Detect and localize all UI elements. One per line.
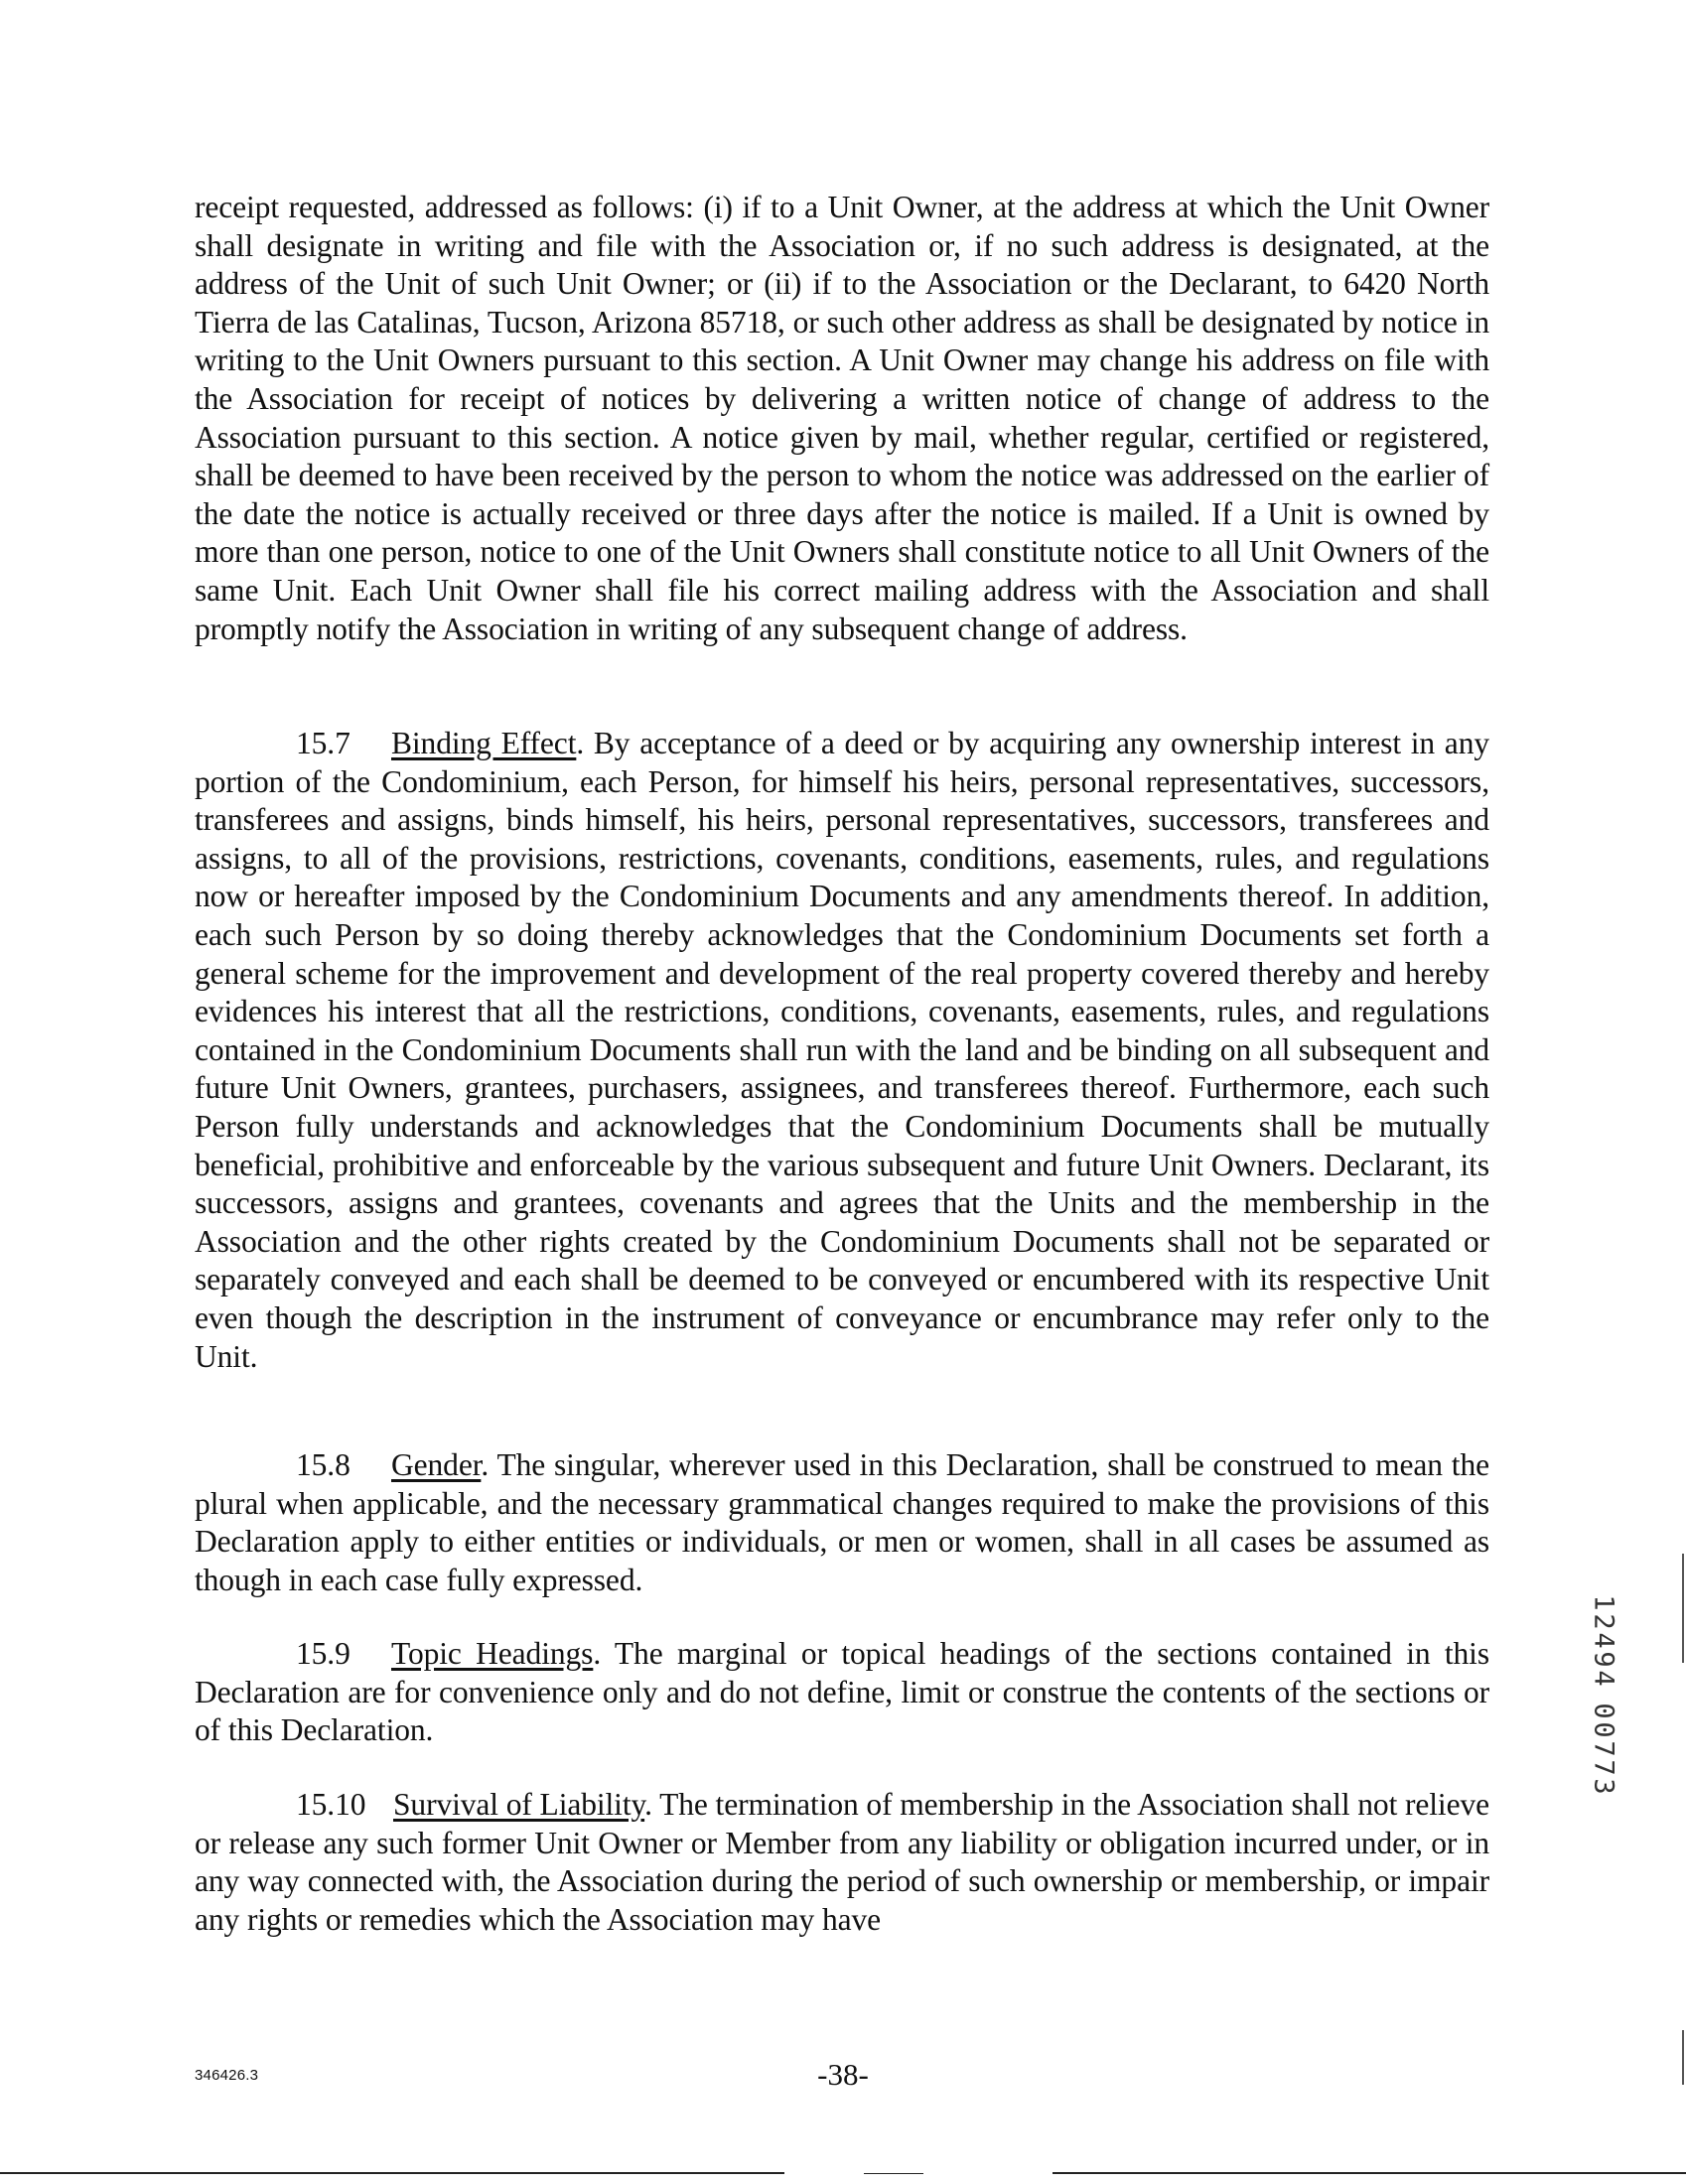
section-text: . The singular, wherever used in this Declaration, shall be construed to mean the plural when applicable, and the necessary grammatical changes required to make the provisions of this Declaration apply to either entities or individuals, or men or women, shall in all cases be assumed as though in each case fully expressed. — [195, 1447, 1489, 1597]
section-heading: Topic Headings — [391, 1636, 594, 1671]
scan-bottom-line — [0, 2172, 784, 2174]
stamp-digit: 0 — [1588, 1703, 1619, 1719]
stamp-digit: 2 — [1588, 1613, 1619, 1630]
section-heading: Gender — [391, 1447, 482, 1482]
stamp-digit: 0 — [1588, 1721, 1619, 1738]
recording-stamp — [1589, 1593, 1618, 1796]
section-15-9 — [195, 1635, 1489, 1750]
scan-bottom-line — [864, 2173, 923, 2174]
stamp-digit: 4 — [1588, 1670, 1619, 1687]
section-number: 15.8 — [296, 1447, 351, 1482]
section-number: 15.10 — [296, 1787, 366, 1822]
stamp-digit: 7 — [1588, 1759, 1619, 1776]
section-text: . By acceptance of a deed or by acquiring any ownership interest in any portion of the Condominium, each Person, for himself his heirs, personal representatives, successors, transferees and assigns, binds himself, his heirs, personal representatives, successors, transferees and assigns, to all of the provisions, restrictions, covenants, conditions, easements, rules, and regulations now or hereafter imposed by the Condominium Documents and any amendments thereof. In addition, each such Person by so doing thereby acknowledges that the Condominium Documents set forth a general scheme for the improvement and development of the real property covered thereby and hereby evidences his interest that all the restrictions, conditions, covenants, easements, rules, and regulations contained in the Condominium Documents shall run with the land and be binding on all subsequent and future Unit Owners, grantees, purchasers, assignees, and transferees thereof. Furthermore, each such Person fully understands and acknowledges that the Condominium Documents shall be mutually beneficial, prohibitive and enforceable by the various subsequent and future Unit Owners. Declarant, its successors, assigns and grantees, covenants and agrees that the Units and the membership in the Association and the other rights created by the Condominium Documents shall not be separated or separately conveyed and each shall be deemed to be conveyed or encumbered with its respective Unit even though the description in the instrument of conveyance or encumbrance may refer only to the Unit. — [195, 726, 1489, 1374]
paragraph-continuation — [195, 189, 1489, 648]
section-15-7 — [195, 725, 1489, 1376]
scan-edge-mark — [1682, 2030, 1684, 2085]
section-text: . The termination of membership in the Association shall not relieve or release any such former Unit Owner or Member from any liability or obligation incurred under, or in any way connected with, the Association during the period of such ownership or membership, or impair any rights or remedies which the Association may have — [195, 1787, 1489, 1937]
stamp-digit: 4 — [1588, 1632, 1619, 1649]
section-heading: Survival of Liability — [393, 1787, 645, 1822]
stamp-digit: 1 — [1588, 1594, 1619, 1611]
stamp-digit: 9 — [1588, 1651, 1619, 1668]
scan-edge-mark — [1682, 1554, 1684, 1663]
section-number: 15.9 — [296, 1636, 351, 1671]
section-15-8 — [195, 1446, 1489, 1599]
section-15-10 — [195, 1786, 1489, 1939]
section-number: 15.7 — [296, 726, 351, 760]
document-id: 346426.3 — [195, 2067, 259, 2084]
page-number: -38- — [817, 2057, 869, 2092]
scan-bottom-line — [1053, 2172, 1686, 2174]
stamp-digit: 7 — [1588, 1740, 1619, 1757]
section-heading: Binding Effect — [391, 726, 577, 760]
section-text: . The marginal or topical headings of the sections contained in this Declaration are for convenience only and do not define, limit or construe the contents of the sections or of this Declaration. — [195, 1636, 1489, 1748]
paragraph-continuation-text: receipt requested, addressed as follows: (i) if to a Unit Owner, at the address at which the Unit Owner shall designate in writing and file with the Association or, if no such address is designated, at the address of the Unit of such Unit Owner; or (ii) if to the Association or the Declarant, to 6420 North Tierra de las Catalinas, Tucson, Arizona 85718, or such other address as shall be designated by notice in writing to the Unit Owners pursuant to this section. A Unit Owner may change his address on file with the Association for receipt of notices by delivering a written notice of change of address to the Association pursuant to this section. A notice given by mail, whether regular, certified or registered, shall be deemed to have been received by the person to whom the notice was addressed on the earlier of the date the notice is actually received or three days after the notice is mailed. If a Unit is owned by more than one person, notice to one of the Unit Owners shall constitute notice to all Unit Owners of the same Unit. Each Unit Owner shall file his correct mailing address with the Association and shall promptly notify the Association in writing of any subsequent change of address. — [195, 190, 1489, 646]
stamp-digit: 3 — [1588, 1778, 1619, 1795]
